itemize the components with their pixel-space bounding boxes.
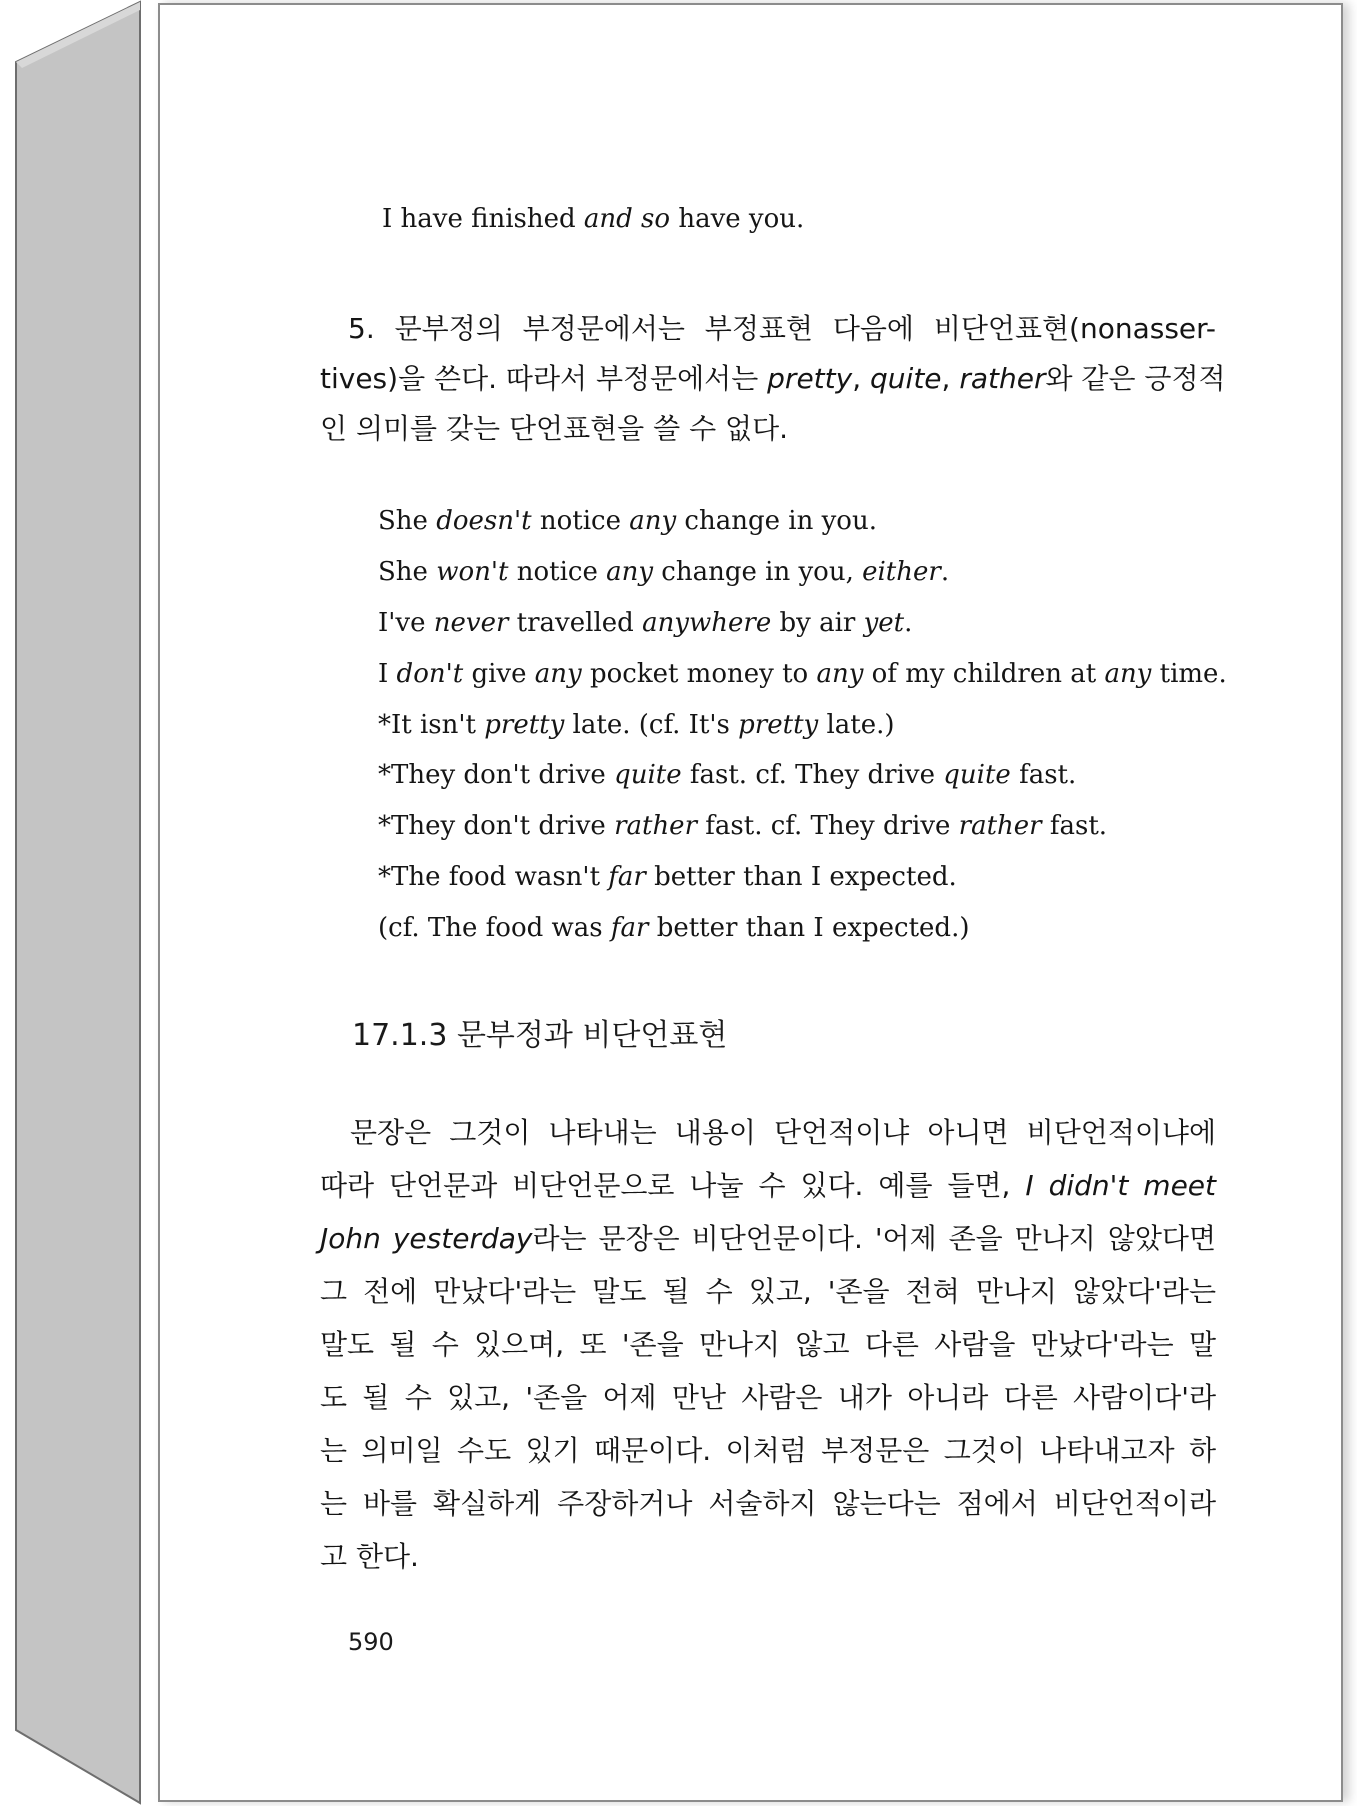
example-line: I have finished and so have you.	[382, 204, 805, 234]
body-line-4: 그 전에 만났다'라는 말도 될 수 있고, '존을 전혀 만나지 않았다'라는	[320, 1275, 1216, 1308]
page-number: 590	[348, 1628, 394, 1656]
body-line-7: 는 의미일 수도 있기 때문이다. 이처럼 부정문은 그것이 나타내고자 하	[320, 1434, 1216, 1467]
rule-5-line-3: 인 의미를 갖는 단언표현을 쓸 수 없다.	[320, 412, 789, 445]
example-line: *It isn't pretty late. (cf. It's pretty late.)	[378, 710, 895, 740]
book-page	[158, 3, 1343, 1802]
section-heading: 17.1.3 문부정과 비단언표현	[352, 1018, 728, 1053]
rule-5-line-1: 5. 문부정의 부정문에서는 부정표현 다음에 비단언표현(nonasser-	[348, 312, 1216, 345]
example-line: She won't notice any change in you, either.	[378, 557, 950, 587]
body-line-1: 문장은 그것이 나타내는 내용이 단언적이냐 아니면 비단언적이냐에	[350, 1116, 1216, 1149]
body-line-3: John yesterday라는 문장은 비단언문이다. '어제 존을 만나지 않았다면	[320, 1222, 1216, 1255]
book-spine	[0, 0, 170, 1806]
example-line: *They don't drive rather fast. cf. They drive rather fast.	[378, 811, 1108, 841]
body-line-5: 말도 될 수 있으며, 또 '존을 만나지 않고 다른 사람을 만났다'라는 말	[320, 1328, 1216, 1361]
body-line-2: 따라 단언문과 비단언문으로 나눌 수 있다. 예를 들면, I didn't meet	[320, 1169, 1216, 1202]
body-line-8: 는 바를 확실하게 주장하거나 서술하지 않는다는 점에서 비단언적이라	[320, 1487, 1216, 1520]
body-line-6: 도 될 수 있고, '존을 어제 만난 사람은 내가 아니라 다른 사람이다'라	[320, 1381, 1216, 1414]
example-line: *They don't drive quite fast. cf. They drive quite fast.	[378, 760, 1077, 790]
example-line: I don't give any pocket money to any of my children at any time.	[378, 659, 1227, 689]
body-line-9: 고 한다.	[320, 1540, 419, 1573]
example-line: I've never travelled anywhere by air yet.	[378, 608, 913, 638]
rule-5-line-2: tives)을 쓴다. 따라서 부정문에서는 pretty, quite, rather와 같은 긍정적	[320, 362, 1226, 395]
example-line: *The food wasn't far better than I expected.	[378, 862, 957, 892]
example-line: She doesn't notice any change in you.	[378, 506, 877, 536]
example-line: (cf. The food was far better than I expected.)	[378, 913, 970, 943]
